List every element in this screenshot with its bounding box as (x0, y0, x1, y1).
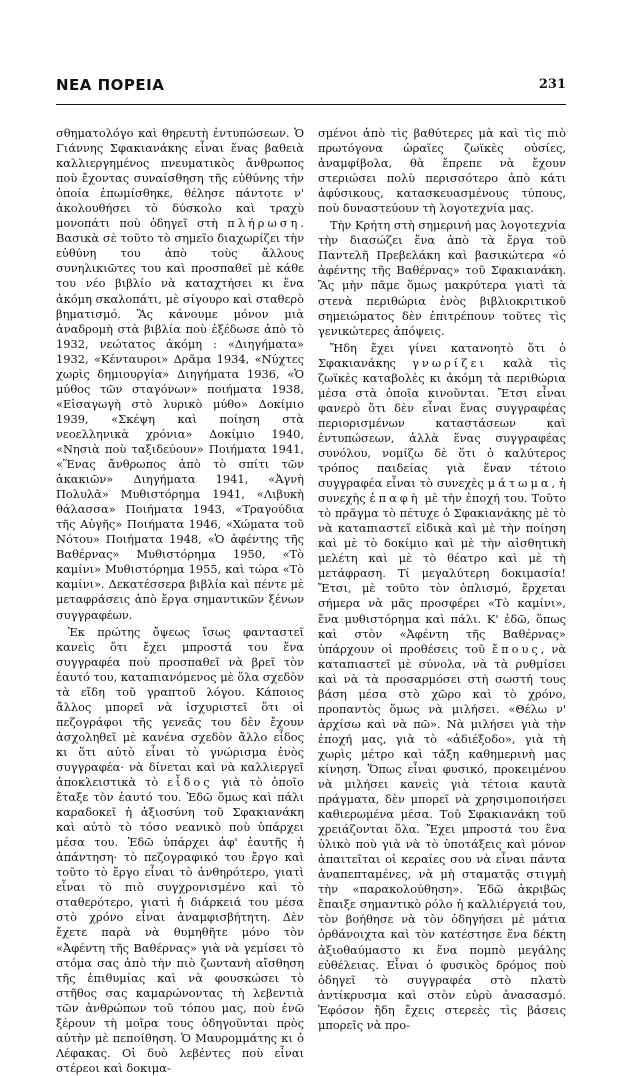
right-paragraph-3: Ἤδη ἔχει γίνει κατανοητὸ ὅτι ὁ Σφακιανάκης γνωρίζει καλὰ τὶς ζωϊκὲς καταβολὲς κι ἀκόμη τὰ περιθώρια μέσα στὰ ὁποῖα κινοῦνται. Ἔτσι εἶναι φανερὸ ὅτι δὲν εἶναι ἕνας συγγραφέας περιορισμένων καταστάσεων καὶ ἐντυπώσεων, ἀλλὰ ἕνας συγγραφέας συνόλου, νομίζω δὲ ὅτι ὁ καλύτερος τρόπος παιδείας γιὰ ἕναν τέτοιο συγγραφέα εἶναι τὸ συνεχὲς μάτωμα, ἡ συνεχὴς ἐπαφὴ μὲ τὴν ἐποχή του. Τοῦτο τὸ πρᾶγμα τὸ πέτυχε ὁ Σφακιανάκης μὲ τὸ νὰ καταπιαστεῖ εἰδικὰ καὶ μὲ τὴν ποίηση καὶ μὲ τὸ δοκίμιο καὶ μὲ τὴν αἰσθητικὴ μελέτη καὶ μὲ τὸ θέατρο καὶ μὲ τὴ μετάφραση. Τί μεγαλύτερη δοκιμασία! Ἔτσι, μὲ τοῦτο τὸν ὁπλισμό, ἔρχεται σήμερα νὰ μᾶς προσφέρει «Τὸ καμίνι», ἕνα μυθιστόρημα καὶ πάλι. Κ' ἐδῶ, ὅπως καὶ στὸν «Ἀφέντη τῆς Βαθέρνας» ὑπάρχουν οἱ προθέσεις τοῦ ἔπους, νὰ καταπιαστεῖ μὲ σύνολα, νὰ τὰ ρυθμίσει καὶ νὰ τὰ προσαρμόσει στὴ σωστή τους βάση μέσα στὸ χῶρο καὶ τὸ χρόνο, προπαντὸς ὅμως νὰ μιλήσει. «Θέλω ν' ἀρχίσω καὶ νὰ πῶ». Νὰ μιλήσει γιὰ τὴν ἐποχή μας, γιὰ τὸ «ἀδιέξοδο», γιὰ τὴ χωρὶς μέτρο καὶ τάξη καθημερινὴ μας κίνηση. Ὅπως εἶναι φυσικό, προκειμένου νὰ μιλήσει κανεὶς γιὰ τέτοια καυτὰ πράγματα, δὲν μπορεῖ νὰ χρησιμοποιήσει καθιερωμένα μέσα. Τοῦ Σφακιανάκη τοῦ χρειάζονται ὅλα. Ἔχει μπροστά του ἕνα ὑλικὸ ποὺ γιὰ νὰ τὸ ὑποτάξεις καὶ μόνον ἀπαιτεῖται οἱ κεραίες σου νὰ εἶναι πάντα ἀναπεπταμένες, νὰ μὴ σταματᾷς στιγμὴ τὴν «παρακολούθηση». Ἐδῶ ἀκριβῶς ἔπαιξε σημαντικὸ ρόλο ἡ καλλιέργειά του, τὸν βοήθησε νὰ τὸν ὁδηγήσει μὲ μάτια ὀρθάνοιχτα καὶ τὸν κατέστησε ἕνα δέκτη ἀξιοθαύμαστο κι ἕνα πομπὸ μεγάλης εὐθέλειας. Εἶναι ὁ φυσικὸς δρόμος ποὺ ὁδηγεῖ τὸ συγγραφέα στὸ πλατὺ ἀντίκρυσμα καὶ στὸν εὐρὺ ἀνασασμό. Ἐφόσον ἤδη ἔχεις στερεὲς τὶς βάσεις μπορεῖς νὰ προ- (318, 340, 567, 1032)
left-paragraph-1: σθηματολόγο καὶ θηρευτὴ ἐντυπώσεων. Ὁ Γιάννης Σφακιανάκης εἶναι ἕνας βαθειὰ καλλιεργημένος πνευματικὸς ἄνθρωπος ποὺ ἔχοντας συναίσθηση τῆς εὐθύνης τὴν ὁποία ἐπωμίσθηκε, θέλησε πάντοτε ν' ἀκολουθήσει τὸ δύσκολο καὶ τραχὺ μονοπάτι ποὺ ὁδηγεῖ στὴ πλήρωση. Βασικὰ σὲ τοῦτο τὸ σημεῖο διαχωρίζει τὴν εὐθύνη του ἀπὸ τοὺς ἄλλους συνηλικιῶτες του καὶ προσπαθεῖ μὲ κάθε του νέο βιβλίο νὰ καταχτήσει κι ἕνα ἀκόμη σκαλοπάτι, μὲ σίγουρο καὶ σταθερὸ βηματισμό. Ἂς κάνουμε μόνον μιὰ ἀναδρομὴ στὰ βιβλία ποὺ ἐξέδωσε ἀπὸ τὸ 1932, νεώτατος ἀκόμη : «Διηγήματα» 1932, «Κένταυροι» Δρᾶμα 1934, «Νύχτες χωρὶς δημιουργία» Διηγήματα 1936, «Ὁ μύθος τῶν σταγόνων» ποιήματα 1938, «Εἰσαγωγὴ στὸ λυρικὸ μύθο» Δοκίμιο 1939, «Σκέψη καὶ ποίηση στὰ νεοελληνικὰ χρόνια» Δοκίμιο 1940, «Νησιὰ ποὺ ταξιδεύουν» Ποιήματα 1941, «Ἕνας ἄνθρωπος ἀπὸ τὸ σπίτι τῶν ἀκακιῶν» Διηγήματα 1941, «Ἀγνὴ Πολυλᾶ» Μυθιστόρημα 1941, «Λιβυκὴ θάλασσα» Ποιήματα 1943, «Τραγούδια τῆς Αὐγῆς» Ποιήματα 1946, «Χώματα τοῦ Νότου» Ποιήματα 1948, «Ὁ ἀφέντης τῆς Βαθέρνας» Μυθιστόρημα 1950, «Τὸ καμίνι» Μυθιστόρημα 1955, καὶ τώρα «Τὸ καμίνι». Δεκατέσσερα βιβλία καὶ πέντε μὲ μεταφράσεις ἀπὸ ἔργα σημαντικῶν ξένων συγγραφέων. (56, 126, 304, 622)
journal-title: ΝΕΑ ΠΟΡΕΙΑ (56, 76, 165, 94)
left-column (56, 126, 305, 1075)
page-number: 231 (538, 77, 566, 92)
header-rule (56, 104, 566, 105)
spaced-word: πλήρωση (227, 216, 301, 231)
running-head (56, 76, 566, 102)
text-columns (56, 126, 567, 1075)
spaced-word: ἐπαφὴ (369, 491, 421, 506)
spaced-word: εἶδος (167, 775, 213, 790)
spaced-word: γνωρίζει (412, 355, 487, 370)
spaced-word: μάτωμα (487, 476, 552, 491)
spaced-word: ἔπους (492, 641, 541, 656)
right-column (318, 126, 567, 1032)
right-paragraph-1: σμένοι ἀπὸ τὶς βαθύτερες μὰ καὶ τὶς πιὸ πρωτόγονα ὡραῖες ζωϊκὲς οὐσίες, ἀναμφίβολα, θὰ ἔπρεπε νὰ ἔχουν στεριώσει πολὺ περισσότερο ἀπὸ κάτι ἀφύσικους, κατασκευασμένους τύπους, ποὺ δυναστεύουν τὴ λογοτεχνία μας. (318, 126, 566, 216)
right-paragraph-2: Τὴν Κρήτη στὴ σημερινή μας λογοτεχνία τὴν διασώζει ἕνα ἀπὸ τὰ ἔργα τοῦ Παντελῆ Πρεβελάκη καὶ βασικώτερα «ὁ ἀφέντης τῆς Βαθέρνας» τοῦ Σφακιανάκη. Ἂς μὴν πᾶμε ὅμως μακρύτερα γιατὶ τὰ στενὰ περιθώρια ἑνὸς βιβλιοκριτικοῦ σημειώματος δὲν ἐπιτρέπουν τοῦτες τὶς γενικώτερες ἀπόψεις. (318, 218, 566, 338)
left-paragraph-2: Ἐκ πρώτης ὄψεως ἴσως φανταστεῖ κανεὶς ὅτι ἔχει μπροστά του ἕνα συγγραφέα ποὺ προσπαθεῖ νὰ βρεῖ τὸν ἑαυτό του, καταπιανόμενος μὲ ὅλα σχεδὸν τὰ εἴδη τοῦ γραπτοῦ λόγου. Κάποιος ἄλλος μπορεῖ νὰ ἰσχυριστεῖ ὅτι οἱ πεζογράφοι τῆς γενεᾶς του δὲν ἔχουν ἀσχοληθεῖ μὲ κανένα σχεδὸν ἄλλο εἶδος κι ὅτι αὐτὸ εἶναι τὸ γνώρισμα ἑνὸς συγγραφέα· νὰ δίνεται καὶ νὰ καλλιεργεῖ ἀποκλειστικὰ τὸ εἶδος γιὰ τὸ ὁποῖο ἔταξε τὸν ἑαυτό του. Ἐδῶ ὅμως καὶ πάλι καραδοκεῖ ἡ ἀξιοσύνη τοῦ Σφακιανάκη καὶ αὐτὸ τὸ τόσο νεανικὸ ποὺ ὑπάρχει μέσα του. Ἐδῶ ὑπάρχει ἀφ' ἑαυτῆς ἡ ἀπάντηση· τὸ πεζογραφικό του ἔργο καὶ τοῦτο τὸ ἔργο εἶναι τὸ ἀνθηρότερο, γιατὶ εἶναι τὸ πιὸ συγχρονισμένο καὶ τὸ σταθερότερο, γιατὶ ἡ διάρκειά του μέσα στὸ χρόνο εἶναι ἀναμφισβήτητη. Δὲν ἔχετε παρὰ νὰ θυμηθῆτε μόνο τὸν «Ἀφέντη τῆς Βαθέρνας» γιὰ νὰ γεμίσει τὸ στόμα σας ἀπὸ τὴν πιὸ ζωντανὴ αἴσθηση τῆς ἐπιθυμίας καὶ νὰ φουσκώσει τὸ στῆθος σας καμαρώνοντας τὴ λεβεντιὰ τῶν ἀνθρώπων τοῦ τόπου μας, ποὺ ἐνῶ ξέρουν τὴ μοῖρα τους ὁδηγοῦνται πρὸς αὐτὴν μὲ πεποίθηση. Ὁ Μαυρομμάτης κι ὁ Λέφακας. Οἱ δυὸ λεβέντες ποὺ εἶναι στέρεοι καὶ δοκιμα- (56, 624, 305, 1075)
